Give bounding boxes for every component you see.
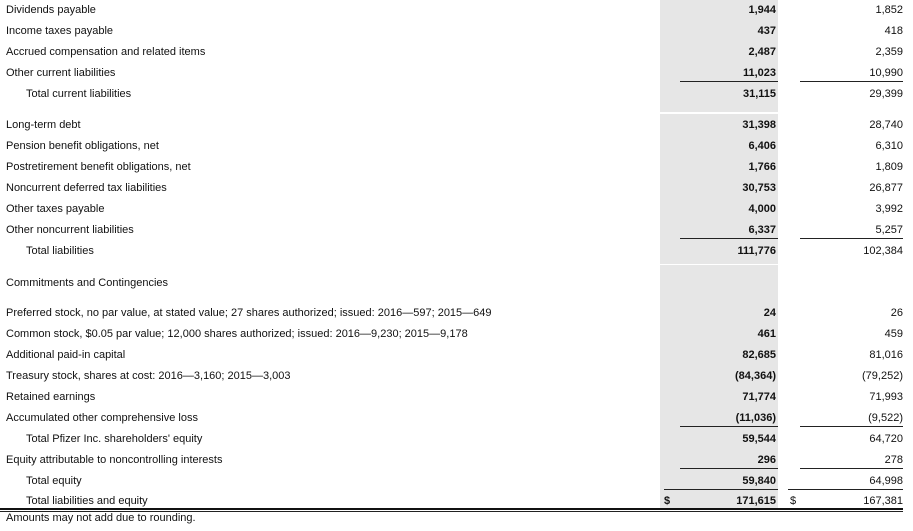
row-label: Treasury stock, shares at cost: 2016—3,160; 2015—3,003 xyxy=(6,370,291,382)
row-total-shareholders-equity xyxy=(0,429,913,450)
value-2016: (84,364) xyxy=(735,370,776,382)
row-label: Accumulated other comprehensive loss xyxy=(6,412,198,424)
row-retained-earnings xyxy=(0,387,913,408)
value-2015: 3,992 xyxy=(875,203,903,215)
row-label: Additional paid-in capital xyxy=(6,349,126,361)
value-2015: 64,720 xyxy=(869,433,903,445)
value-2016: 59,544 xyxy=(742,433,776,445)
row-label: Total liabilities and equity xyxy=(26,495,148,507)
row-total-liabilities xyxy=(0,241,913,262)
value-2016: 31,398 xyxy=(742,119,776,131)
value-2015: 2,359 xyxy=(875,46,903,58)
subtotal-rule xyxy=(680,238,778,239)
value-2015: 6,310 xyxy=(875,140,903,152)
value-2016: 6,337 xyxy=(748,224,776,236)
value-2015: 459 xyxy=(884,328,903,340)
value-2015: 81,016 xyxy=(869,349,903,361)
value-2015: 28,740 xyxy=(869,119,903,131)
value-2016: 4,000 xyxy=(748,203,776,215)
row-total-current-liabilities xyxy=(0,84,913,105)
value-2015: 1,809 xyxy=(875,161,903,173)
value-2015: 29,399 xyxy=(869,88,903,100)
row-long-term-debt xyxy=(0,115,913,136)
row-label: Equity attributable to noncontrolling interests xyxy=(6,454,223,466)
value-2016: 461 xyxy=(757,328,776,340)
subtotal-rule xyxy=(788,489,903,490)
value-2015: 26 xyxy=(890,307,903,319)
row-pension-benefit xyxy=(0,136,913,157)
row-label: Postretirement benefit obligations, net xyxy=(6,161,191,173)
row-label: Total liabilities xyxy=(26,245,94,257)
row-label: Total equity xyxy=(26,475,82,487)
value-2016: 437 xyxy=(757,25,776,37)
value-2016: 6,406 xyxy=(748,140,776,152)
value-2015: 418 xyxy=(884,25,903,37)
subtotal-rule xyxy=(680,426,778,427)
row-additional-paid-in-capital xyxy=(0,345,913,366)
currency-symbol-2016: $ xyxy=(664,495,671,507)
row-commitments xyxy=(0,273,913,294)
row-label: Total current liabilities xyxy=(26,88,132,100)
row-label: Common stock, $0.05 par value; 12,000 shares authorized; issued: 2016—9,230; 2015—9,178 xyxy=(6,328,468,340)
row-label: Other noncurrent liabilities xyxy=(6,224,134,236)
value-2016: 2,487 xyxy=(748,46,776,58)
value-2015: 71,993 xyxy=(869,391,903,403)
value-2016: 171,615 xyxy=(736,495,776,507)
value-2016: 111,776 xyxy=(737,245,776,257)
subtotal-rule xyxy=(680,81,778,82)
row-income-taxes-payable xyxy=(0,21,913,42)
value-2016: 24 xyxy=(763,307,776,319)
row-label: Long-term debt xyxy=(6,119,81,131)
footnote: Amounts may not add due to rounding. xyxy=(6,512,196,524)
subtotal-rule xyxy=(800,468,903,469)
value-2016: 82,685 xyxy=(742,349,776,361)
row-other-taxes-payable xyxy=(0,199,913,220)
currency-symbol-2015: $ xyxy=(790,495,797,507)
value-2016: 1,944 xyxy=(748,4,776,16)
row-noncurrent-deferred-tax xyxy=(0,178,913,199)
subtotal-rule xyxy=(800,81,903,82)
row-postretirement-benefit xyxy=(0,157,913,178)
subtotal-rule xyxy=(680,468,778,469)
row-label: Noncurrent deferred tax liabilities xyxy=(6,182,167,194)
value-2016: 59,840 xyxy=(742,475,776,487)
value-2015: (79,252) xyxy=(862,370,903,382)
value-2015: 102,384 xyxy=(863,245,903,257)
value-2016: 31,115 xyxy=(742,88,776,100)
value-2015: 1,852 xyxy=(875,4,903,16)
row-label: Other current liabilities xyxy=(6,67,116,79)
value-2016: (11,036) xyxy=(735,412,776,424)
value-2016: 71,774 xyxy=(742,391,776,403)
row-label: Other taxes payable xyxy=(6,203,105,215)
value-2016: 30,753 xyxy=(742,182,776,194)
value-2016: 1,766 xyxy=(748,161,776,173)
row-treasury-stock xyxy=(0,366,913,387)
row-label: Total Pfizer Inc. shareholders' equity xyxy=(26,433,203,445)
row-label: Dividends payable xyxy=(6,4,96,16)
value-2015: (9,522) xyxy=(868,412,903,424)
value-2016: 296 xyxy=(757,454,776,466)
value-2015: 5,257 xyxy=(875,224,903,236)
row-label: Pension benefit obligations, net xyxy=(6,140,159,152)
row-label: Retained earnings xyxy=(6,391,96,403)
value-2015: 167,381 xyxy=(863,495,903,507)
subtotal-rule xyxy=(664,489,778,490)
row-label: Commitments and Contingencies xyxy=(6,277,169,289)
double-rule xyxy=(0,508,903,510)
row-label: Income taxes payable xyxy=(6,25,114,37)
row-label: Preferred stock, no par value, at stated value; 27 shares authorized; issued: 2016—597; 2015—649 xyxy=(6,307,492,319)
row-dividends-payable xyxy=(0,0,913,21)
subtotal-rule xyxy=(800,426,903,427)
row-preferred-stock xyxy=(0,303,913,324)
row-accrued-compensation xyxy=(0,42,913,63)
value-2015: 278 xyxy=(884,454,903,466)
value-2015: 26,877 xyxy=(869,182,903,194)
subtotal-rule xyxy=(800,238,903,239)
value-2016: 11,023 xyxy=(742,67,776,79)
value-2015: 10,990 xyxy=(869,67,903,79)
row-common-stock xyxy=(0,324,913,345)
value-2015: 64,998 xyxy=(869,475,903,487)
row-label: Accrued compensation and related items xyxy=(6,46,206,58)
